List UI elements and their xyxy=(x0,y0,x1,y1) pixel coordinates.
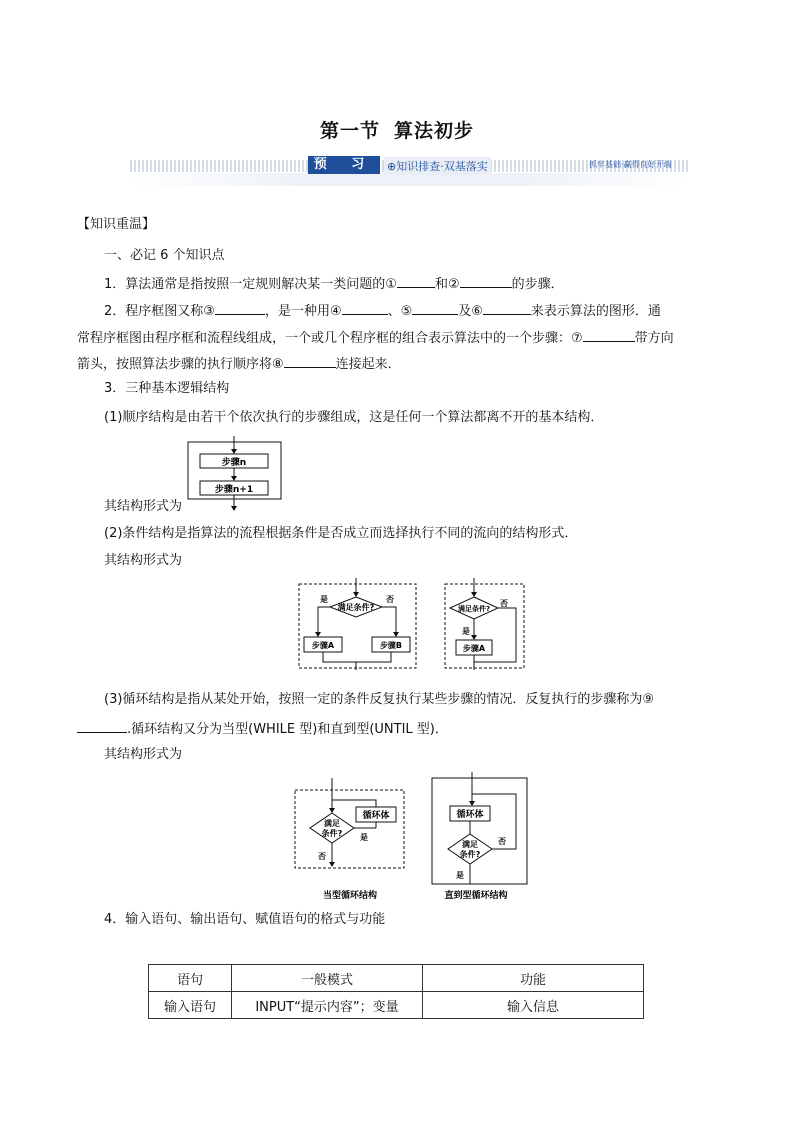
text: 和② xyxy=(434,277,460,292)
line-condition-form: 其结构形式为 xyxy=(104,553,183,568)
line-algorithm-def xyxy=(104,273,564,294)
loop-back xyxy=(332,800,376,807)
arrowhead xyxy=(471,592,477,597)
table-row xyxy=(149,992,644,1019)
while-loop-diagram xyxy=(294,778,406,902)
line-sequence-form: 其结构形式为 xyxy=(104,499,183,514)
table-cell: INPUT“提示内容”；变量 xyxy=(232,992,423,1019)
condition-label-2: 条件? xyxy=(459,850,481,859)
banner-right-text: 抓牢基础·赢得良好开端 xyxy=(589,160,672,169)
blank-2[interactable] xyxy=(460,273,512,288)
yes-label: 是 xyxy=(462,627,470,636)
text: 1．算法通常是指按照一定规则解决某一类问题的① xyxy=(104,277,397,292)
arrowhead xyxy=(329,862,335,867)
step-2-label: 步骤n+1 xyxy=(214,485,254,495)
text: .循环结构又分为当型(WHILE 型)和直到型(UNTIL 型)． xyxy=(127,722,448,737)
yes-label: 是 xyxy=(320,595,328,604)
text: 常程序框图由程序框和流程线组成，一个或几个程序框的组合表示算法中的一个步骤：⑦ xyxy=(77,331,583,346)
yes-label: 是 xyxy=(360,833,368,842)
condition-label: 满足条件? xyxy=(337,603,375,612)
blank-4[interactable] xyxy=(342,300,388,315)
line-flowchart-compose xyxy=(77,327,674,348)
no-label: 否 xyxy=(498,837,506,846)
blank-3[interactable] xyxy=(215,300,265,315)
table-header-row xyxy=(149,965,644,992)
text: 、⑤ xyxy=(387,304,413,319)
arrowhead xyxy=(231,449,237,454)
statement-format-table xyxy=(148,964,644,1019)
line-flowchart-arrow xyxy=(77,353,401,374)
arrowhead xyxy=(231,506,237,511)
blank-5[interactable] xyxy=(412,300,458,315)
arrowhead xyxy=(469,801,475,806)
condition-structure-diagram-2 xyxy=(444,578,526,670)
header-cell: 一般模式 xyxy=(232,965,423,992)
arrowhead xyxy=(471,635,477,640)
condition-label-2: 条件? xyxy=(321,829,343,838)
text: ，是一种用④ xyxy=(264,304,342,319)
blank-7[interactable] xyxy=(583,327,635,342)
line-loop-types xyxy=(77,718,448,739)
text: 及⑥ xyxy=(458,304,483,319)
line-condition-def: (2)条件结构是指算法的流程根据条件是否成立而选择执行不同的流向的结构形式． xyxy=(104,526,578,541)
text: 箭头，按照算法步骤的执行顺序将⑧ xyxy=(77,357,284,372)
step-a-label: 步骤A xyxy=(462,644,486,653)
section-heading: 【知识重温】 xyxy=(77,217,156,232)
condition-diamond xyxy=(448,834,492,864)
line-knowledge-count: 一、必记 6 个知识点 xyxy=(104,248,225,263)
banner-subtitle: ⊕知识排查·双基落实 xyxy=(384,157,491,175)
loop-body-label: 循环体 xyxy=(362,811,390,821)
blank-9[interactable] xyxy=(77,718,127,733)
sequence-structure-diagram xyxy=(186,436,284,512)
arrowhead xyxy=(393,632,399,637)
no-label: 否 xyxy=(386,595,394,604)
blank-8[interactable] xyxy=(284,353,336,368)
condition-structure-diagram-1 xyxy=(298,578,418,670)
header-cell: 功能 xyxy=(423,965,644,992)
text: 来表示算法的图形．通 xyxy=(530,304,661,319)
condition-diamond xyxy=(310,813,354,843)
line-three-structures: 3．三种基本逻辑结构 xyxy=(104,381,230,396)
table-cell: 输入语句 xyxy=(149,992,232,1019)
blank-1[interactable] xyxy=(397,273,435,288)
table-cell: 输入信息 xyxy=(423,992,644,1019)
until-caption: 直到型循环结构 xyxy=(444,891,508,901)
step-a-label: 步骤A xyxy=(311,641,335,650)
until-loop-diagram xyxy=(430,772,530,902)
section-banner xyxy=(130,156,688,186)
line-sequence-def: (1)顺序结构是由若干个依次执行的步骤组成，这是任何一个算法都离不开的基本结构． xyxy=(104,410,604,425)
header-cell: 语句 xyxy=(149,965,232,992)
title-part2: 算法初步 xyxy=(394,120,475,142)
condition-label: 满足条件? xyxy=(457,605,491,613)
blank-6[interactable] xyxy=(483,300,531,315)
line-flowchart-def xyxy=(104,300,661,321)
arrowhead xyxy=(353,592,359,597)
no-label: 否 xyxy=(500,599,508,608)
title-part1: 第一节 xyxy=(319,120,380,142)
frame xyxy=(299,584,416,668)
yes-label: 是 xyxy=(456,871,464,880)
while-caption: 当型循环结构 xyxy=(322,891,378,901)
preview-badge: 预 习 xyxy=(308,156,380,174)
no-branch xyxy=(382,607,396,636)
text: 带方向 xyxy=(634,331,674,346)
arrowhead xyxy=(329,808,335,813)
step-1-label: 步骤n xyxy=(221,458,247,468)
condition-label-1: 满足 xyxy=(324,819,340,828)
merge-line xyxy=(323,652,391,662)
text: 的步骤． xyxy=(511,277,564,292)
line-loop-def: (3)循环结构是指从某处开始，按照一定的条件反复执行某些步骤的情况．反复执行的步骤称为⑨ xyxy=(104,692,655,707)
line-io-statements: 4．输入语句、输出语句、赋值语句的格式与功能 xyxy=(104,912,386,927)
yes-branch xyxy=(318,607,330,636)
loop-body-label: 循环体 xyxy=(456,810,484,820)
condition-label-1: 满足 xyxy=(462,840,478,849)
arrowhead xyxy=(315,632,321,637)
text: 连接起来． xyxy=(335,357,401,372)
text: 2．程序框图又称③ xyxy=(104,304,215,319)
step-b-label: 步骤B xyxy=(379,641,403,650)
no-label: 否 xyxy=(318,852,326,861)
page-title xyxy=(0,116,794,143)
arrowhead xyxy=(231,476,237,481)
line-loop-form: 其结构形式为 xyxy=(104,747,183,762)
